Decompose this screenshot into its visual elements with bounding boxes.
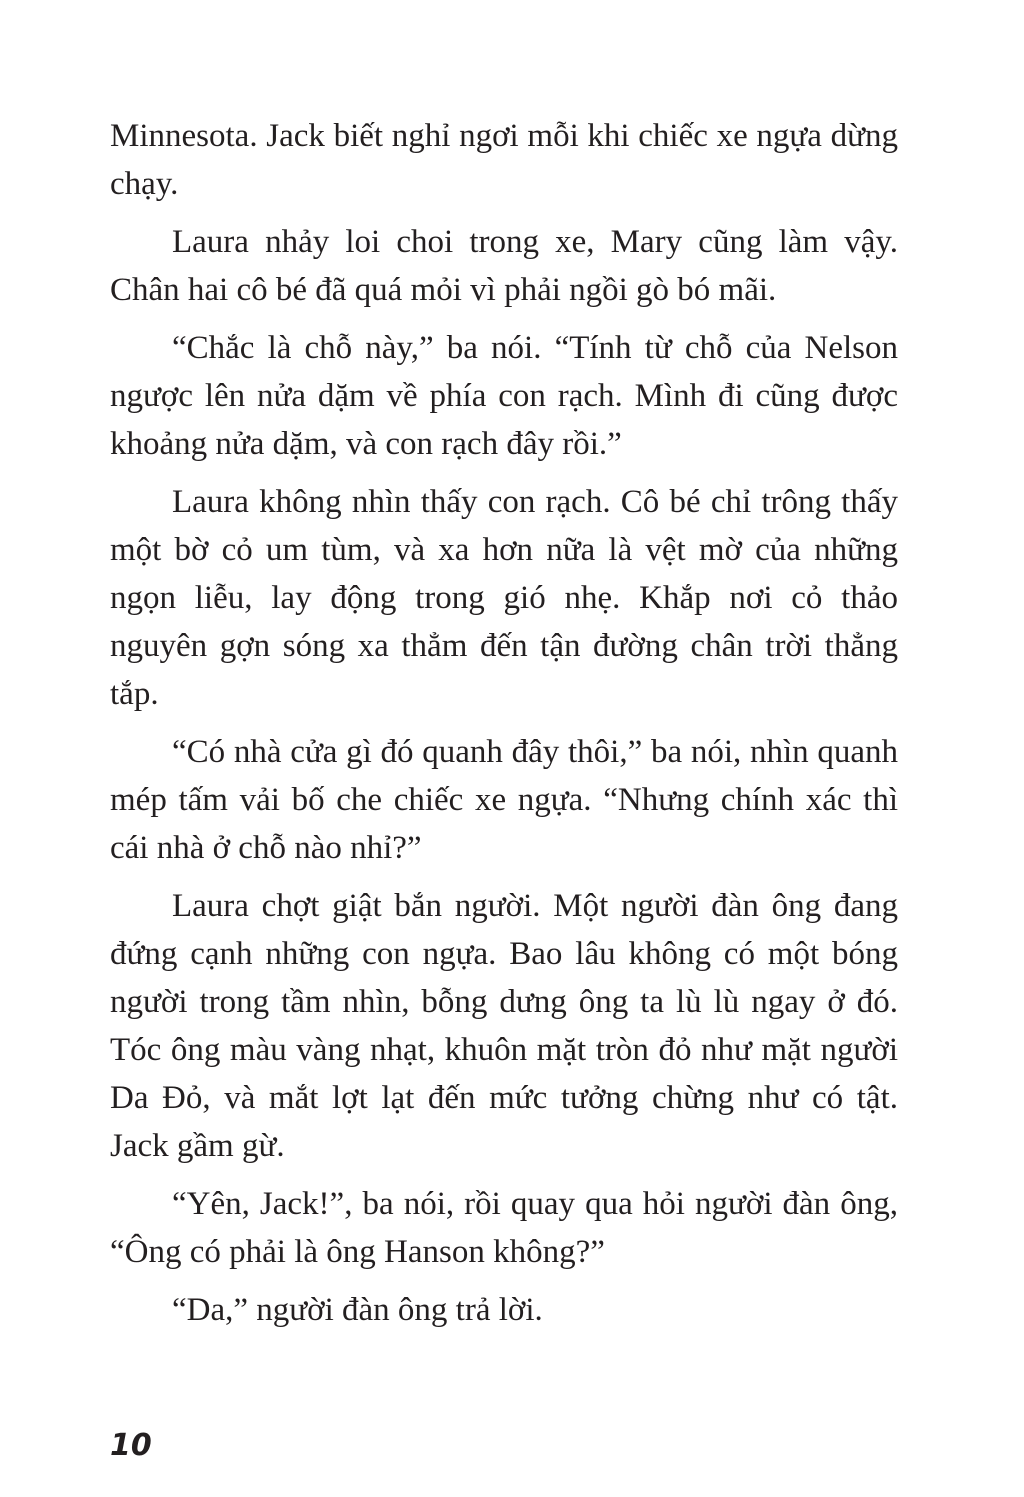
paragraph: “Da,” người đàn ông trả lời.: [172, 1292, 543, 1328]
paragraph: “Yên, Jack!”, ba nói, rồi quay qua hỏi người đàn ông, “Ông có phải là ông Hanson không?”: [110, 1186, 898, 1270]
body-text: [110, 112, 898, 1344]
paragraph: Laura chợt giật bắn người. Một người đàn ông đang đứng cạnh những con ngựa. Bao lâu không có một bóng người trong tầm nhìn, bỗng dưng ông ta lù lù ngay ở đó. Tóc ông màu vàng nhạt, khuôn mặt tròn đỏ như mặt người Da Đỏ, và mắt lợt lạt đến mức tưởng chừng như có tật. Jack gầm gừ.: [110, 888, 898, 1164]
page-number: 10: [110, 1428, 152, 1463]
paragraph: Laura không nhìn thấy con rạch. Cô bé chỉ trông thấy một bờ cỏ um tùm, và xa hơn nữa là vệt mờ của những ngọn liễu, lay động trong gió nhẹ. Khắp nơi cỏ thảo nguyên gợn sóng xa thẳm đến tận đường chân trời thẳng tắp.: [110, 484, 898, 712]
paragraph: “Có nhà cửa gì đó quanh đây thôi,” ba nói, nhìn quanh mép tấm vải bố che chiếc xe ngựa. “Nhưng chính xác thì cái nhà ở chỗ nào nhỉ?”: [110, 734, 898, 866]
paragraph: Minnesota. Jack biết nghỉ ngơi mỗi khi chiếc xe ngựa dừng chạy.: [110, 118, 898, 202]
paragraph: Laura nhảy loi choi trong xe, Mary cũng làm vậy. Chân hai cô bé đã quá mỏi vì phải ngồi gò bó mãi.: [110, 224, 898, 308]
paragraph: “Chắc là chỗ này,” ba nói. “Tính từ chỗ của Nelson ngược lên nửa dặm về phía con rạch. Mình đi cũng được khoảng nửa dặm, và con rạch đây rồi.”: [110, 330, 898, 462]
